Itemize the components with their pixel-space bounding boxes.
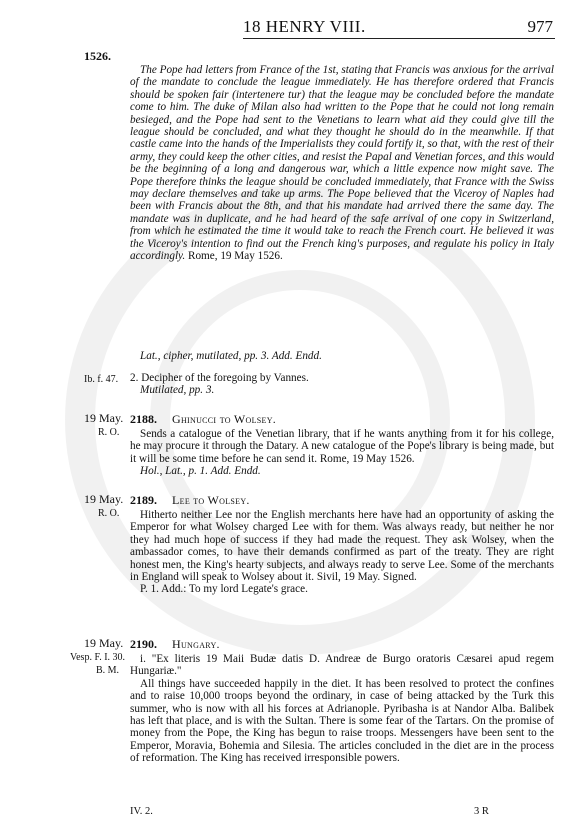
entry-2190-text: All things have succeeded happily in the diet. It has been resolved to protect the confines and to raise 10,000 troops beyond the ordinary, in case of being attacked by the Turk this summer, who is now with all his forces at Adrianople. Pyribasha is at Nandor Alba. Balibek has left that place, and is with the Sultan. There is some fear of the Tartars. On the promise of money from the Pope, the King has begun to raise troops. Messengers have been sent to the Emperor, Moravia, Bohemia and Silesia. The articles concluded in the diet are in the process of reformation. The King has received irresponsible powers. — [130, 677, 554, 765]
entry-2190-number: 2190. — [130, 637, 157, 651]
footer-volume: IV. 2. — [130, 806, 153, 817]
margin-2189-ref: R. O. — [98, 508, 120, 519]
entry-2189-title: Lee to Wolsey. — [172, 493, 250, 507]
item2-block — [130, 372, 554, 397]
footer-signature: 3 R — [474, 806, 489, 817]
entry-2188-heading — [130, 412, 276, 427]
item2-note: Mutilated, pp. 3. — [140, 384, 215, 397]
margin-2188-ref: R. O. — [98, 427, 120, 438]
letter-body — [130, 64, 554, 263]
entry-2188-number: 2188. — [130, 412, 157, 426]
margin-2190-ref1: Vesp. F. I. 30. — [70, 652, 126, 663]
page-number: 977 — [527, 17, 553, 36]
entry-2189-note: P. 1. Add.: To my lord Legate's grace. — [140, 583, 308, 596]
letter-date: Rome, 19 May 1526. — [188, 250, 283, 263]
entry-2190-title: Hungary. — [172, 637, 220, 651]
letter-text: The Pope had letters from France of the 1st, stating that Francis was anxious for the arrival of the mandate to conclude the league immediately. He has therefore ordered that Francis should be spoken fair (intertenere tur) that the league may be concluded before the mandate come to him. The duke of Milan also had written to the Pope that he could not long remain besieged, and the Pope had sent to the Venetians to learn what aid they could give till the league should be concluded, and what they thought he should do in the meanwhile. If that castle came into the hands of the Imperialists they could fortify it, so that, with the rest of their army, they could keep the other cities, and resist the Papal and Venetian forces, and this would be the beginning of a long and dangerous war, which a little expence now might save. The Pope therefore thinks the league should be concluded immediately, that France with the Swiss may declare themselves and take up arms. The Pope believed that the Viceroy of Naples had been with Francis about the 8th, and that his mandate had arrived there the same day. The mandate was in duplicate, and he had heard of the safe arrival of one copy in Switzerland, from which he estimated the time it would take to reach the French court. He believed it was the Viceroy's intention to find out the French king's purposes, and regulate his policy in Italy accordingly. — [130, 64, 554, 263]
header-rule — [243, 38, 555, 39]
entry-2188-body — [130, 428, 554, 478]
entry-2189-heading — [130, 493, 250, 508]
entry-2190-heading — [130, 637, 220, 652]
margin-2189-date: 19 May. — [84, 492, 124, 506]
entry-2189-text: Hitherto neither Lee nor the English merchants here have had an opportunity of asking the Emperor for what Wolsey charged Lee with for them. Was always ready, but neither he nor they had much hope of success if they had made the request. They ask Wolsey, when the ambassador comes, to have their demands confirmed as part of the treaty. They are right honest men, the King's hearty subjects, and always ready to serve Lee. Some of the merchants in England will speak to Wolsey about it. Sivil, 19 May. Signed. — [130, 509, 554, 584]
running-header — [243, 13, 553, 39]
margin-ib-ref: Ib. f. 47. — [84, 374, 119, 385]
entry-2188-title: Ghinucci to Wolsey. — [172, 412, 277, 426]
margin-year: 1526. — [84, 49, 111, 63]
running-title: 18 HENRY VIII. — [243, 17, 366, 36]
letter-note-block — [130, 350, 554, 362]
letter-note: Lat., cipher, mutilated, pp. 3. Add. Endd. — [140, 350, 322, 362]
item2-text: 2. Decipher of the foregoing by Vannes. — [130, 372, 309, 384]
entry-2189-body — [130, 509, 554, 596]
margin-2188-date: 19 May. — [84, 411, 124, 425]
margin-2190-ref2: B. M. — [96, 665, 120, 676]
entry-2190-body — [130, 653, 554, 765]
entry-2189-number: 2189. — [130, 493, 157, 507]
margin-2190-date: 19 May. — [84, 636, 124, 650]
entry-2190-quote: i. "Ex literis 19 Maii Budæ datis D. Andreæ de Burgo oratoris Cæsarei apud regem Hungariæ." — [130, 653, 554, 678]
entry-2188-text: Sends a catalogue of the Venetian library, that if he wants anything from it for his college, he may procure it through the Datary. A new catalogue of the Pope's library is being made, but it will be some time before he can send it. Rome, 19 May 1526. — [130, 428, 554, 465]
entry-2188-note: Hol., Lat., p. 1. Add. Endd. — [140, 465, 261, 478]
